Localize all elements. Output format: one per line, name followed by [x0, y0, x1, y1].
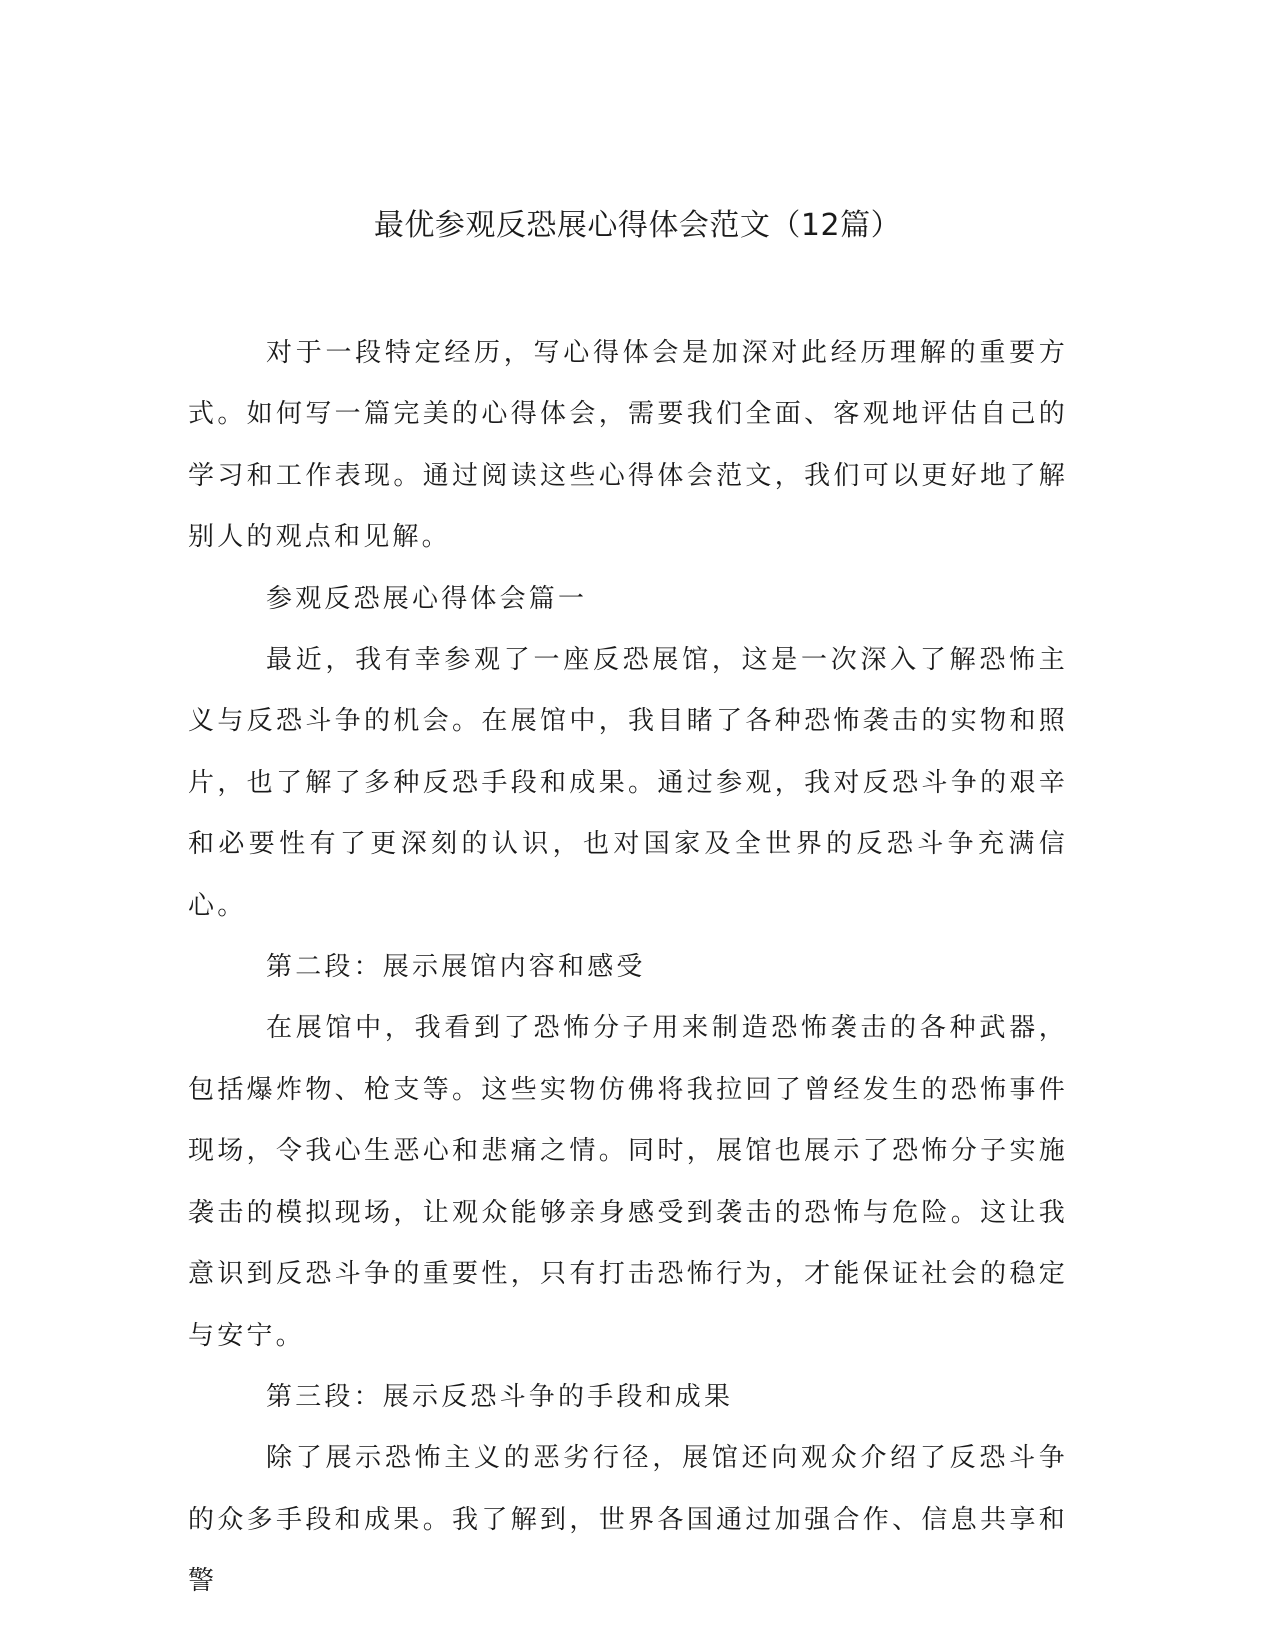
document-body	[188, 323, 1068, 1613]
body-paragraph: 最近，我有幸参观了一座反恐展馆，这是一次深入了解恐怖主义与反恐斗争的机会。在展馆中，我目睹了各种恐怖袭击的实物和照片，也了解了多种反恐手段和成果。通过参观，我对反恐斗争的艰辛和必要性有了更深刻的认识，也对国家及全世界的反恐斗争充满信心。	[188, 645, 1068, 921]
section-heading-third: 第三段：展示反恐斗争的手段和成果	[266, 1381, 734, 1412]
section-heading-part-one: 参观反恐展心得体会篇一	[266, 583, 588, 614]
body-paragraph: 在展馆中，我看到了恐怖分子用来制造恐怖袭击的各种武器，包括爆炸物、枪支等。这些实物仿佛将我拉回了曾经发生的恐怖事件现场，令我心生恶心和悲痛之情。同时，展馆也展示了恐怖分子实施袭击的模拟现场，让观众能够亲身感受到袭击的恐怖与危险。这让我意识到反恐斗争的重要性，只有打击恐怖行为，才能保证社会的稳定与安宁。	[188, 1013, 1068, 1351]
body-paragraph: 除了展示恐怖主义的恶劣行径，展馆还向观众介绍了反恐斗争的众多手段和成果。我了解到，世界各国通过加强合作、信息共享和警	[188, 1443, 1068, 1597]
section-heading-second: 第二段：展示展馆内容和感受	[266, 952, 646, 983]
intro-paragraph: 对于一段特定经历，写心得体会是加深对此经历理解的重要方式。如何写一篇完美的心得体会，需要我们全面、客观地评估自己的学习和工作表现。通过阅读这些心得体会范文，我们可以更好地了解别人的观点和见解。	[188, 338, 1068, 553]
document-title: 最优参观反恐展心得体会范文（12篇）	[373, 208, 902, 243]
